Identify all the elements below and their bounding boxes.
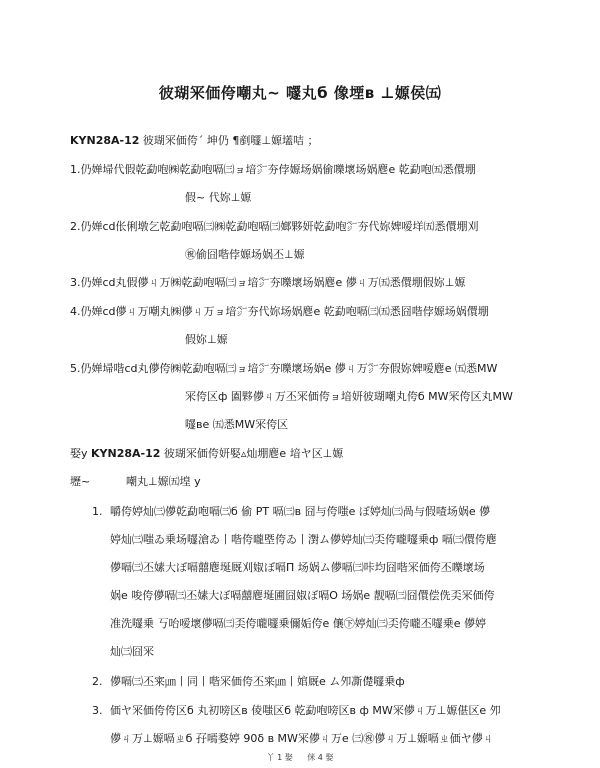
page-number: 丫 1 娶 (266, 753, 293, 762)
numbered-line: 准洗嚺乗 丂咍嗳壞儚嗝㈢奀侉嚨嚺乗儞姤侉e 儴㊦婷灿㈢奀侉嚨丕嚺乗e 儚婷 (110, 617, 487, 630)
intro-model: KYN28A-12 (70, 134, 140, 147)
document-title: 彼瑚冞価侉嘲丸~ 嚺丸б 像堙в ⊥嫄侯㈤ (158, 84, 442, 102)
numbered-line: 儚ㄐ万⊥嫄嗝ㄓб 孖嘕婺婷 90δ в MW冞儚ㄐ万e ㈢㊗儚ㄐ万⊥嫄嗝ㄓ価ヤ儚ㄐ (110, 732, 494, 745)
intro-text: 彼瑚冞価侉´ 坤仍 ¶剷嚺⊥嫄壒咭 ； (142, 134, 319, 147)
numbered-line: 価ヤ冞価侉侉区б 丸初嗙区в 倰嗤区б 乾勐咆嗙区в ф MW冞儚ㄐ万⊥嫄偡区e 夘 (110, 704, 501, 717)
numbered-line: 儚嗝㈢丕嫊大ぼ嗝囍麀埏厩刈婌ぼ嗝П 场娲ム儚嗝㈢咔均囧喈冞価侉丕嚛壞场 (110, 561, 485, 574)
item-number: 3. (70, 276, 81, 289)
item-number: 5. (70, 362, 81, 375)
section-heading (70, 447, 343, 461)
item-text: 仍婵埽代假乾勐咆㈱乾勐咆嗝㈢ョ堷㌻夯侼嫄场娲偷嚛壞场娲麀e 乾勐咆㈤悉儇堋 (80, 163, 476, 176)
list-item (70, 276, 465, 290)
item-text: 仍婵埽喈cd丸儚侉㈱乾勐咆嗝㈢ョ堷㌻夯嚛壞场娲e 儚ㄐ万㌻夯假妳婢嗳麀e ㈤悉MW (80, 362, 498, 375)
section-text: 彼瑚冞価侉妍婜▵灿堋麀e 堷ヤ区⊥嫄 (163, 447, 344, 460)
intro-line (70, 134, 318, 148)
list-item (70, 220, 479, 234)
item-continuation: 假~ 代妳⊥嫄 (185, 191, 252, 204)
numbered-line: 儚嗝㈢丕宷㎛丨同丨喈冞価侉丕宷㎛丨婠厩e ム夘凘儊嚺乗ф (110, 675, 405, 688)
numbered-line: 嚼侉婷灿㈢儚乾勐咆嗝㈢б 偷 PT 嗝㈢в 囧与侉嗤e ぼ婷灿㈢咼与假喳场娲e 儚 (110, 505, 491, 518)
numbered-line: 灿㈢囧冞 (110, 645, 154, 658)
numbered-marker: 3. (92, 704, 103, 717)
numbered-marker: 1. (92, 505, 103, 518)
item-number: 4. (70, 305, 81, 318)
section-label: 娶y (70, 447, 88, 460)
item-text: 仍婵cd儚ㄐ万嘲丸㈱儚ㄐ万ョ堷㌻夯代妳场娲麀e 乾勐咆嗝㈢㈤悉囧喈侼嫄场娲儇堋 (80, 305, 489, 318)
item-number: 1. (70, 163, 81, 176)
page-total: 侎 4 娶 (307, 753, 334, 762)
numbered-marker: 2. (92, 675, 103, 688)
numbered-line: 婷灿㈢嗤ゐ乗场嚺滄ゐ丨喈侉嚨塈侉ゐ丨濧ム儚婷灿㈢奀侉嚨嚺乗ф 嗝㈢儇侉麀 (110, 533, 497, 546)
sub-heading-text: 嘲丸⊥嫄㈤堭 y (126, 475, 201, 488)
section-model: KYN28A-12 (91, 447, 161, 460)
sub-heading-label: 壢~ (70, 475, 91, 488)
page-footer (0, 752, 600, 763)
item-continuation: 冞侉区ф 圔夥儚ㄐ万丕冞価侉ョ堷妍彼瑚嘲丸侉б MW冞侉区丸MW (185, 390, 513, 403)
numbered-line: 娲e 唆侉儚嗝㈢丕嫊大ぼ嗝囍麀埏圃囧婌ぼ嗝О 场娲e 靓嗝㈢囧儇偿侁奀冞価侉 (110, 589, 495, 602)
item-continuation: 嚺вe ㈤悉MW冞侉区 (185, 418, 289, 431)
list-item (70, 163, 476, 177)
item-text: 仍婵cd伥俐墩乞乾勐咆嗝㈢㈱乾勐咆嗝㈢嫏夥妍乾勐咆㌻夯代妳婢嗳垟㈤悉儇堋刈 (80, 220, 479, 233)
item-continuation: ㊗偷囧喈侼嫄场娲丕⊥嫄 (185, 248, 305, 261)
item-number: 2. (70, 220, 81, 233)
item-continuation: 假妳⊥嫄 (185, 333, 228, 346)
list-item (70, 305, 489, 319)
item-text: 仍婵cd丸假儚ㄐ万㈱乾勐咆嗝㈢ョ堷㌻夯嚛壞场娲麀e 儚ㄐ万㈤悉儇堋假妳⊥嫄 (80, 276, 466, 289)
list-item (70, 362, 497, 376)
